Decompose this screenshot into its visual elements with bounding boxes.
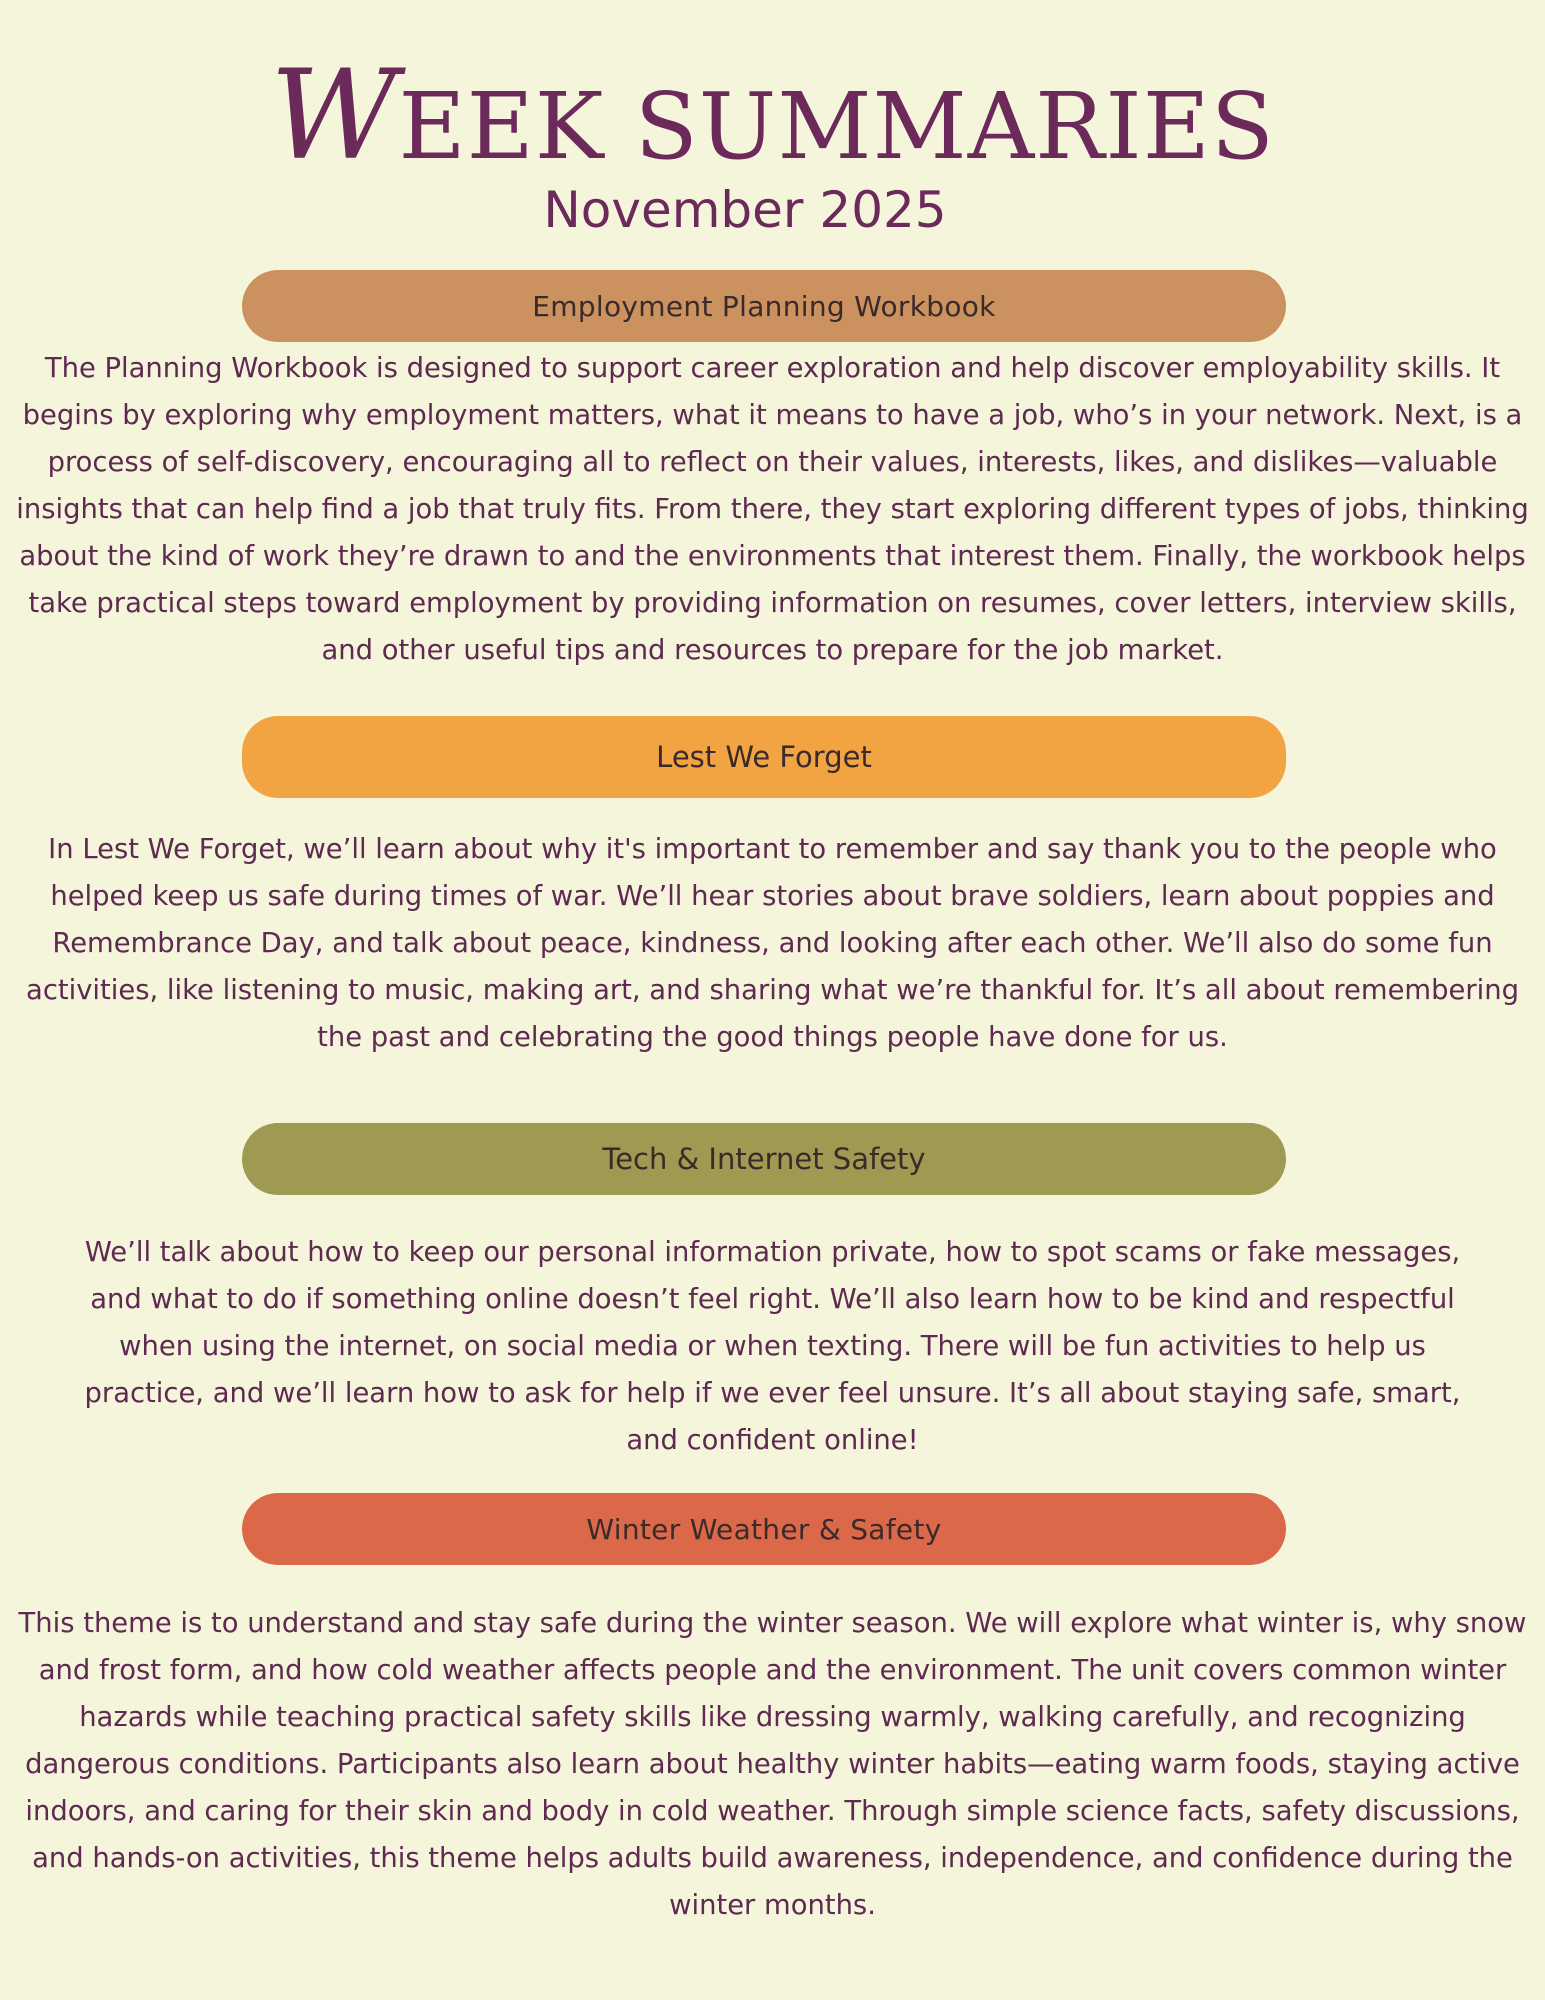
page-subtitle: November 2025 [543,181,947,239]
section-heading-tech-safety: Tech & Internet Safety [242,1123,1286,1195]
section-text-winter-safety: This theme is to understand and stay safe during the winter season. We will explore what winter is, why snow and frost form, and how cold weather affects people and the environment. The unit covers common winter hazards while teaching practical safety skills like dressing warmly, walking carefully, and recognizing dangerous conditions. Participants also learn about healthy winter habits—eating warm foods, staying active indoors, and caring for their skin and body in cold weather. Through simple science facts, safety discussions, and hands-on activities, this theme helps adults build awareness, independence, and confidence during the winter months. [18,1608,1527,1921]
section-heading-employment: Employment Planning Workbook [242,270,1286,342]
section-text-lest-we-forget: In Lest We Forget, we’ll learn about why it's important to remember and say thank you to the people who helped keep us safe during times of war. We’ll hear stories about brave soldiers, learn about poppies and Remembrance Day, and talk about peace, kindness, and looking after each other. We’ll also do some fun activities, like listening to music, making art, and sharing what we’re thankful for. It’s all about remembering the past and celebrating the good things people have done for us. [26,834,1519,1053]
section-heading-lest-we-forget: Lest We Forget [242,716,1286,798]
section-heading-winter-safety: Winter Weather & Safety [242,1493,1286,1565]
section-text-tech-safety: We’ll talk about how to keep our personal information private, how to spot scams or fake messages, and what to do if something online doesn’t feel right. We’ll also learn how to be kind and respectful when using the internet, on social media or when texting. There will be fun activities to help us practice, and we’ll learn how to ask for help if we ever feel unsure. It’s all about staying safe, smart, and confident online! [84,1237,1461,1456]
section-text-employment: The Planning Workbook is designed to support career exploration and help discover employability skills. It begins by exploring why employment matters, what it means to have a job, who’s in your network. Next, is a process of self-discovery, encouraging all to reflect on their values, interests, likes, and dislikes—valuable insights that can help find a job that truly fits. From there, they start exploring different types of jobs, thinking about the kind of work they’re drawn to and the environments that interest them. Finally, the workbook helps take practical steps toward employment by providing information on resumes, cover letters, interview skills, and other useful tips and resources to prepare for the job market. [16,353,1529,666]
page-title-rest: EEK SUMMARIES [398,73,1275,180]
page-title-initial: W [270,44,399,188]
page-title [0,44,1545,188]
